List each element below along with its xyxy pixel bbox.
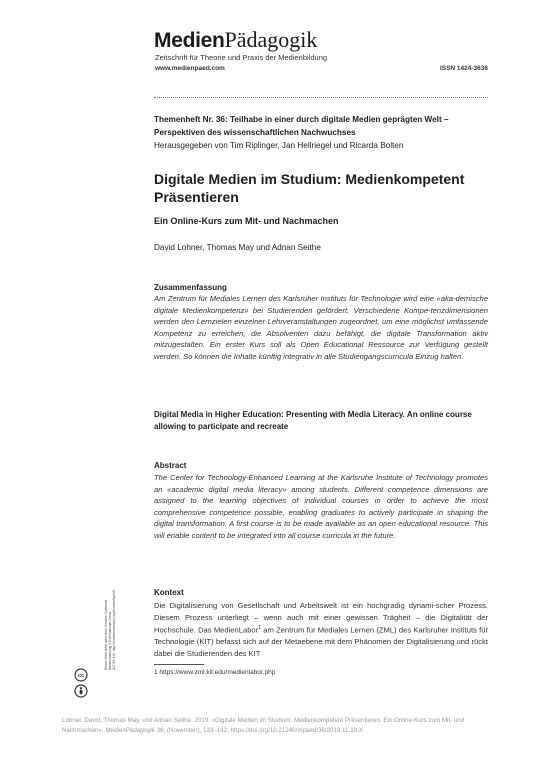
issue-line1: Themenheft Nr. 36: Teilhabe in einer durch digitale Medien geprägten Welt –: [154, 115, 449, 124]
citation-part2[interactable]: 36, (November), 133–142. https://doi.org/10.21240/mpaed/36/2019.11.19.X: [156, 727, 363, 734]
logo-serif: Pädagogik: [224, 27, 318, 52]
article-authors: David Lohner, Thomas May und Adnan Seithe: [154, 243, 321, 252]
context-text-b: am Zentrum für Mediales Lernen (ZML) des Karlsruher Instituts für Technologie (KIT) befasst sich auf der Metaebene mit dem Phänomen der Digitalisierung und rückt dabei die Studierenden des KIT: [154, 625, 488, 658]
journal-subtitle: Zeitschrift für Theorie und Praxis der Medienbildung: [155, 53, 328, 62]
header-divider: [154, 97, 488, 98]
title-line1: Digitale Medien im Studium: Medienkompetent: [154, 171, 465, 187]
abstract-en-text: The Center for Technology-Enhanced Learning at the Karlsruhe Institute of Technology promotes an «academic digital media literacy» among students. Different competence dimensions are assigned to the learning objectives of individual courses in order to achieve the most comprehensive competence possible, enabling graduates to actively participate in shaping the digital transformation. A first course is to be made available as an open educational resource. This will enable content to be integrated into all course curricula in the future.: [154, 473, 488, 540]
license-line2: Namensnennung 4.0 International Lizenz: [108, 611, 112, 670]
license-line1: Dieses Werk steht unter einer Creative Commons: [104, 599, 108, 670]
context-text-a: Die Digitalisierung von Gesellschaft und Arbeitswelt ist ein hochgradig dynami-scher Prozess. Diesem Prozess unterliegt – wenn auch mit einer gewissen Trägheit – die Digitalität der Hochschule. Das MedienLabor: [154, 601, 488, 635]
logo-bold: Medien: [154, 29, 225, 52]
by-icon[interactable]: [74, 684, 88, 698]
article-title: [154, 170, 488, 206]
footnote-divider: [154, 664, 204, 665]
cc-icon[interactable]: [74, 668, 88, 682]
abstract-de-heading: Zusammenfassung: [154, 283, 227, 292]
issue-line2: Perspektiven des wissenschaftlichen Nachwuchses: [154, 128, 356, 137]
journal-logo: [154, 27, 317, 53]
context-heading: Kontext: [154, 588, 184, 597]
license-line3: (CC BY 4.0). http://creativecommons.org/licenses/by/4.0/: [112, 589, 116, 670]
issue-info: [154, 113, 488, 152]
abstract-en-heading: Abstract: [154, 461, 187, 470]
journal-url[interactable]: www.medienpaed.com: [155, 65, 225, 72]
citation: [62, 716, 488, 736]
issue-editors: Herausgegeben von Tim Riplinger, Jan Hellriegel und Ricarda Bolten: [154, 141, 404, 150]
issn: ISSN 1424-3636: [439, 65, 488, 72]
citation-journal: MedienPädagogik: [105, 727, 155, 734]
english-title: Digital Media in Higher Education: Presenting with Media Literacy. An online course allowing to participate and recreate: [154, 410, 472, 431]
citation-part1: Lohner, David, Thomas May, und Adnan Seithe. 2019. «Digitale Medien im Studium: Medienkompetent Präsentieren. Ein Online-Kurs zum Mit- und Nachmachen».: [62, 717, 465, 734]
footnote-ref[interactable]: 1: [258, 625, 261, 632]
footnote[interactable]: 1 https://www.zml.kit.edu/medienlabor.php: [154, 669, 276, 676]
abstract-de-text: Am Zentrum für Mediales Lernen des Karlsruher Instituts für Technologie wird eine «aka-demische digitale Medienkompetenz» bei Studierenden gefördert. Verschiedene Kompe-tenzdimensionen werden den Lernzielen einzelner Lehrveranstaltungen zugeordnet, um eine möglichst umfassende Kompetenz zu erreichen, die Absolventen dazu befähigt, die digitale Transformation aktiv mitzugestalten. Ein erster Kurs soll als Open Educational Ressource zur Verfügung gestellt werden. So können die Inhalte künftig integrativ in alle Studiengangscurricula Einzug halten.: [154, 294, 488, 361]
context-text: [154, 600, 488, 660]
svg-text:cc: cc: [77, 673, 85, 680]
title-line2: Präsentieren: [154, 189, 239, 205]
license-rotated: [104, 582, 116, 670]
article-subtitle: Ein Online-Kurs zum Mit- und Nachmachen: [154, 216, 339, 226]
